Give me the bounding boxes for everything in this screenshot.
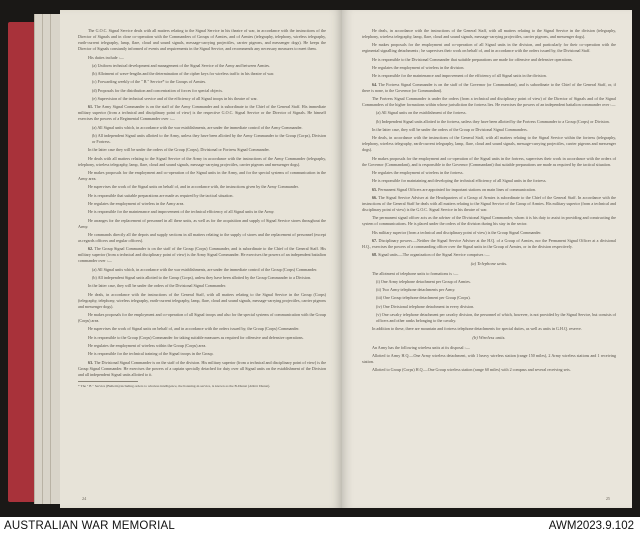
left-page-number: 24 bbox=[82, 495, 87, 501]
paragraph-text: He deals, in accordance with the instructions of the General Staff, with all matters relating to the Signal Service within the fortress (telegraphy, telephony, wireless telegraphy, earth-current telegraphy, lamp, flare, cloud and sound signals, message-carrying projectiles, carrier pigeons and messenger dogs). bbox=[362, 135, 616, 153]
paragraph-number: 61. bbox=[88, 104, 94, 110]
paragraph-text: (a) All Signal units which, in accordance with the war establishments, are under the immediate control of the Group (Corps) Commander. bbox=[92, 266, 318, 272]
paragraph bbox=[78, 343, 326, 349]
paragraph bbox=[362, 238, 616, 250]
paragraph-text: He regulates the employment of wireless within the Group (Corps) area. bbox=[88, 343, 207, 348]
paragraph bbox=[78, 232, 326, 244]
section-heading bbox=[362, 335, 616, 341]
paragraph-text: He makes proposals for the employment and co-operation of all Signal troops and also for the special systems of communication with the Group (Corps) area. bbox=[78, 312, 326, 324]
paragraph bbox=[362, 110, 616, 116]
paragraph bbox=[362, 195, 616, 213]
paragraph bbox=[78, 326, 326, 332]
paragraph-text: He is responsible for the maintenance and improvement of the technical efficiency of all Signal units in the Army. bbox=[88, 209, 275, 215]
paragraph bbox=[78, 55, 326, 61]
paragraph bbox=[78, 125, 326, 131]
paragraph-text: The permanent signal officer acts as the adviser of the Divisional Signal Commander, whom it is his duty to assist in providing and constructing the system of communications. He is placed under the orders of the division during his stay in the sector. bbox=[362, 215, 616, 227]
paragraph bbox=[78, 28, 326, 52]
caption-bar bbox=[0, 517, 640, 536]
paragraph bbox=[362, 96, 616, 108]
paragraph bbox=[78, 193, 326, 199]
paragraph bbox=[362, 353, 616, 365]
paragraph-text: He is responsible for the maintenance and improvement of the efficiency of all Signal units in the division. bbox=[372, 73, 547, 79]
paragraph-text: Signal units.—The organization of the Signal Service comprises :— bbox=[378, 252, 490, 258]
paragraph bbox=[362, 119, 616, 125]
paragraph-text: He supervises the work of Signal units on behalf of, and in accordance with the orders issued by, the Group (Corps) Commander. bbox=[88, 326, 300, 332]
paragraph-text: His military superior (from a technical and disciplinary point of view) is the Group Signal Commander. bbox=[372, 229, 542, 235]
paragraph-text: The Group Signal Commander is on the staff of the Group (Corps) Commander, and is subordinate to the Chief of the General Staff. His military superior (from a technical and disciplinary point of view) is the Army Signal Commander. He exercises the powers of an independent battalion commander over :— bbox=[78, 246, 327, 264]
paragraph-text: In addition to these, there are mountain and fortress telephone detachments for special duties, as well as units in G.H.Q. reserve. bbox=[372, 326, 582, 332]
paragraph-number: 66. bbox=[372, 194, 378, 200]
paragraph bbox=[362, 178, 616, 184]
paragraph-text: (b) Independent Signal units allotted to the fortress, unless they have been allotted by the Fortress Commander to a Group (Corps) or Division. bbox=[376, 118, 610, 124]
left-page bbox=[60, 10, 342, 508]
paragraph bbox=[78, 156, 326, 168]
paragraph bbox=[362, 326, 616, 332]
paragraph bbox=[362, 271, 616, 277]
paragraph-text: He makes proposals for the employment and co-operation of all Signal units in the division, and particularly for their co-operation with the regimental signalling detachments ; he supervises their work on behalf of, and in accordance with the orders issued by, the Divisional Staff. bbox=[362, 42, 616, 54]
paragraph-text: He is responsible that suitable preparations are made as required by the tactical situation. bbox=[88, 192, 234, 198]
paragraph bbox=[362, 135, 616, 153]
paragraph bbox=[362, 57, 616, 63]
paragraph-text: Permanent Signal Officers are appointed for important stations on main lines of communication. bbox=[378, 186, 536, 192]
paragraph bbox=[362, 287, 616, 293]
paragraph-number: 65. bbox=[372, 186, 378, 192]
paragraph-text: (c) Forwarding weekly of the " B " Service* to the Groups of Armies. bbox=[92, 79, 207, 85]
paragraph bbox=[78, 209, 326, 215]
paragraph bbox=[362, 73, 616, 79]
paragraph bbox=[362, 42, 616, 54]
paragraph bbox=[362, 170, 616, 176]
paragraph bbox=[78, 88, 326, 94]
paragraph-text: In the latter case they will be under the orders of the Group (Corps), Divisional or Fortress Signal Commander. bbox=[88, 147, 270, 153]
paragraph-text: He makes proposals for the employment and co-operation of the Signal units in the fortress, supervises their work in accordance with the orders of the Governor (Commandant), and is responsible to the Governor (Commandant) that suitable preparations are made as required by the tactical situation. bbox=[362, 155, 616, 167]
paragraph-text: The Fortress Signal Commander is on the staff of the Governor (or Commandant), and is subordinate to the Chief of the General Staff, or, if there is none, to the Governor (or Commandant). bbox=[362, 81, 616, 93]
paragraph-number: 62. bbox=[88, 246, 94, 252]
paragraph bbox=[78, 275, 326, 281]
paragraph bbox=[78, 63, 326, 69]
paragraph-number: 64. bbox=[372, 81, 378, 87]
paragraph-text: (v) One cavalry telephone detachment per cavalry division, the personnel of which, however, is not provided by the Signal Service, but consists of officers and other ranks belonging to the cavalry. bbox=[376, 311, 616, 324]
paragraph bbox=[362, 65, 616, 71]
paragraph-text: He regulates the employment of wireless in the fortress. bbox=[372, 170, 464, 176]
paragraph bbox=[362, 156, 616, 168]
paragraph bbox=[362, 295, 616, 301]
paragraph bbox=[362, 304, 616, 310]
paragraph-number: 67. bbox=[372, 238, 378, 243]
institution-name: AUSTRALIAN WAR MEMORIAL bbox=[4, 520, 175, 532]
paragraph-text: His duties include :— bbox=[88, 54, 124, 60]
paragraph-text: He is responsible for the technical training of the Signal troops in the Group. bbox=[88, 351, 214, 357]
paragraph-text: An Army has the following wireless units at its disposal :— bbox=[372, 344, 470, 350]
paragraph-text: (a) Uniform technical development and management of the Signal Service of the Army and between Armies. bbox=[92, 62, 271, 68]
paragraph-text: The Army Signal Commander is on the staff of the Army Commander and is subordinate to the Chief of the General Staff. His immediate military superior (from a technical and disciplinary point of view) is the respective G.O.C. Signal Service or the Director of Signals. He himself exercises the powers of a Regimental Commander over :— bbox=[78, 104, 326, 122]
paragraph bbox=[78, 104, 326, 122]
paragraph bbox=[362, 367, 616, 373]
paragraph bbox=[362, 279, 616, 285]
paragraph-text: The allotment of telephone units to formations is :— bbox=[372, 270, 459, 276]
right-page-body bbox=[362, 28, 616, 373]
paragraph-text: The Fortress Signal Commander is under the orders (from a technical and disciplinary point of view) of the Director of Signals and of the Signal Commanders of the higher formations within whose jurisdiction the fortress lies. He exercises the powers of an independent battalion commander over :— bbox=[362, 95, 616, 108]
paragraph bbox=[78, 133, 326, 145]
paragraph-text: He is responsible to the Divisional Commander that suitable preparations are made for offensive and defensive operations. bbox=[372, 56, 573, 62]
paragraph-text: He is responsible to the Group (Corps) Commander for taking suitable measures as required for offensive and defensive operations. bbox=[88, 334, 304, 340]
paragraph-text: (iv) One Divisional telephone detachment in every division. bbox=[376, 303, 475, 309]
paragraph-text: He is responsible for maintaining and developing the technical efficiency of all Signal units in the fortress. bbox=[372, 178, 547, 184]
paragraph bbox=[78, 79, 326, 85]
paragraph bbox=[362, 215, 616, 227]
paragraph-text: (d) Proposals for the distribution and concentration of forces for special objects. bbox=[92, 87, 223, 93]
paragraph-text: He makes proposals for the employment and co-operation of the Signal units in the Army, and for the special systems of communication in the Army area. bbox=[78, 170, 326, 182]
paragraph bbox=[362, 187, 616, 193]
paragraph bbox=[78, 246, 326, 264]
right-page-number: 25 bbox=[605, 495, 610, 501]
paragraph-text: He deals with all matters relating to the Signal Service of the Army in accordance with the instructions of the Army Commander (telegraphy, telephony, wireless telegraphy, lamp, flare, cloud and sound signals, message-carrying projectiles, carrier pigeons and messenger dogs). bbox=[78, 155, 326, 167]
paragraph-text: He deals, in accordance with the instructions of the General Staff, with all matters relating to the Signal Service in the division (telegraphy, telephony, wireless telegraphy, lamp, flare, cloud and sound signals, message-carrying projectiles, carrier pigeons, and messenger dogs). bbox=[362, 28, 616, 40]
paragraph-text: He commands directly all the depots and supply sections in all matters relating to the supply of stores and the replacement of personnel (except as regards officers and regular officers). bbox=[78, 231, 326, 243]
paragraph-text: The Divisional Signal Commander is on the staff of the division. His military superior (from a technical and disciplinary point of view) is the Group Signal Commander. He exercises the powers of a captain specially detached for duty over all Signal units on the establishment of the Division and all independent Signal units allotted to it. bbox=[78, 359, 327, 377]
page-stack-edge bbox=[50, 14, 60, 504]
paragraph-text: (b) All independent Signal units allotted to the Group (Corps), unless they have been allotted by the Group Commander to a Division. bbox=[92, 275, 312, 281]
paragraph-number: 63. bbox=[88, 359, 94, 365]
paragraph bbox=[362, 127, 616, 133]
paragraph bbox=[78, 96, 326, 102]
paragraph bbox=[78, 360, 326, 378]
paragraph bbox=[362, 312, 616, 324]
paragraph-text: (b) Wireless units. bbox=[472, 335, 506, 341]
paragraph-text: Allotted to Army H.Q.—One Army wireless detachment, with 1 heavy wireless station (range 150 miles), 2 Army wireless stations and 1 receiving station. bbox=[362, 352, 616, 364]
paragraph bbox=[362, 230, 616, 236]
paragraph bbox=[78, 147, 326, 153]
paragraph-text: In the latter case, they will be under the orders of the Divisional Signal Commander. bbox=[88, 283, 227, 289]
paragraph-text: He supervises the work of the Signal units on behalf of, and in accordance with, the instructions given by the Army Commander. bbox=[88, 184, 299, 190]
paragraph bbox=[78, 335, 326, 341]
left-page-body bbox=[78, 28, 326, 378]
paragraph bbox=[78, 292, 326, 310]
paragraph bbox=[78, 170, 326, 182]
accession-number: AWM2023.9.102 bbox=[548, 520, 634, 532]
paragraph bbox=[362, 345, 616, 351]
section-heading bbox=[362, 261, 616, 267]
paragraph-text: Allotted to Group (Corps) H.Q.—One Group wireless station (range 60 miles) with 2 compass and several receiving sets. bbox=[372, 367, 571, 373]
paragraph bbox=[78, 267, 326, 273]
paragraph bbox=[362, 82, 616, 94]
paragraph-text: He regulates the employment of wireless in the Army area. bbox=[88, 200, 185, 206]
paragraph bbox=[362, 252, 616, 258]
paragraph-text: (a) Telephone units. bbox=[470, 261, 508, 267]
paragraph bbox=[78, 71, 326, 77]
paragraph-text: The Signal Service Adviser at the Headquarters of a Group of Armies is subordinate to the Chief of the General Staff. In accordance with the instructions of the General Staff he deals with all matters relating to the Signal Service of the Group of Armies. His military superior (from a technical and disciplinary point of view) is the G.O.C. Signal Service in his theatre of war. bbox=[362, 194, 616, 213]
paragraph bbox=[78, 184, 326, 190]
paragraph bbox=[78, 351, 326, 357]
paragraph-text: He regulates the employment of wireless in the division. bbox=[372, 65, 465, 71]
paragraph-text: The G.O.C. Signal Service deals with all matters relating to the Signal Service in his theatre of war, in accordance with the instructions of the Director of Signals and in close co-operation with the Commanders of Groups of Armies, and of Armies (telegraphy, telephony, wireless telegraphy, earth-current telegraphy, lamp, flare, cloud and sound signals, message-carrying projectiles, carrier pigeons, and messenger dogs). He keeps the Director of Signals constantly informed of events and requirements in the Signal Service, and recommends any necessary measures to meet them. bbox=[78, 28, 326, 52]
paragraph-text: Disciplinary powers.—Neither the Signal Service Adviser at the H.Q. of a Group of Armies, nor the Permanent Signal Officer at a divisional H.Q., exercises the powers of a commanding officer over the Signal units in the Group of Armies, or in the division respectively. bbox=[362, 238, 616, 250]
paragraph bbox=[78, 312, 326, 324]
paragraph bbox=[78, 218, 326, 230]
paragraph-text: In the latter case, they will be under the orders of the Group or Divisional Signal Commanders. bbox=[372, 126, 528, 132]
paragraph-text: (b) Allotment of wave-lengths and the determination of the cipher keys for wireless traffic in his theatre of war. bbox=[92, 71, 275, 77]
paragraph-text: (ii) Two Army telephone detachments per Army. bbox=[376, 287, 456, 293]
paragraph-text: (iii) One Group telephone detachment per Group (Corps). bbox=[376, 295, 471, 301]
paragraph-text: (a) All Signal units on the establishment of the fortress. bbox=[376, 110, 467, 116]
paragraph-text: (a) All Signal units which, in accordance with the war establishments, are under the immediate control of the Army Commander. bbox=[92, 124, 303, 130]
paragraph-number: 68. bbox=[372, 252, 378, 258]
paragraph-text: (e) Supervision of the technical service and of the efficiency of all Signal troops in his theatre of war. bbox=[92, 95, 258, 101]
paragraph-text: He deals, in accordance with the instructions of the General Staff, with all matters relating to the Signal Service in the Group (Corps) (telegraphy, telephony, wireless telegraphy, earth-current telegraphy, lamp, flare, cloud and sound signals, message-carrying projectiles, carrier pigeons and messenger dogs). bbox=[78, 291, 326, 309]
right-page bbox=[342, 10, 632, 508]
footnote-rule bbox=[78, 381, 138, 382]
paragraph-text: (b) All independent Signal units allotted to the Army, unless they have been allotted by the Army Commander to the Group (Corps), Division or Fortress. bbox=[92, 133, 326, 145]
paragraph-text: He arranges for the replacement of personnel in all these units, as well as for the acquisition and supply of Signal Service stores throughout the Army. bbox=[78, 217, 326, 229]
footnote-text: * The " B " Service (Bulletin) including orders to wireless intelligence, the listening-in service, is known as the B-Dienst (Abhör Dienst). bbox=[78, 383, 271, 388]
paragraph bbox=[78, 283, 326, 289]
paragraph bbox=[362, 28, 616, 40]
paragraph-text: (i) One Army telephone detachment per Group of Armies. bbox=[376, 278, 471, 284]
paragraph bbox=[78, 201, 326, 207]
